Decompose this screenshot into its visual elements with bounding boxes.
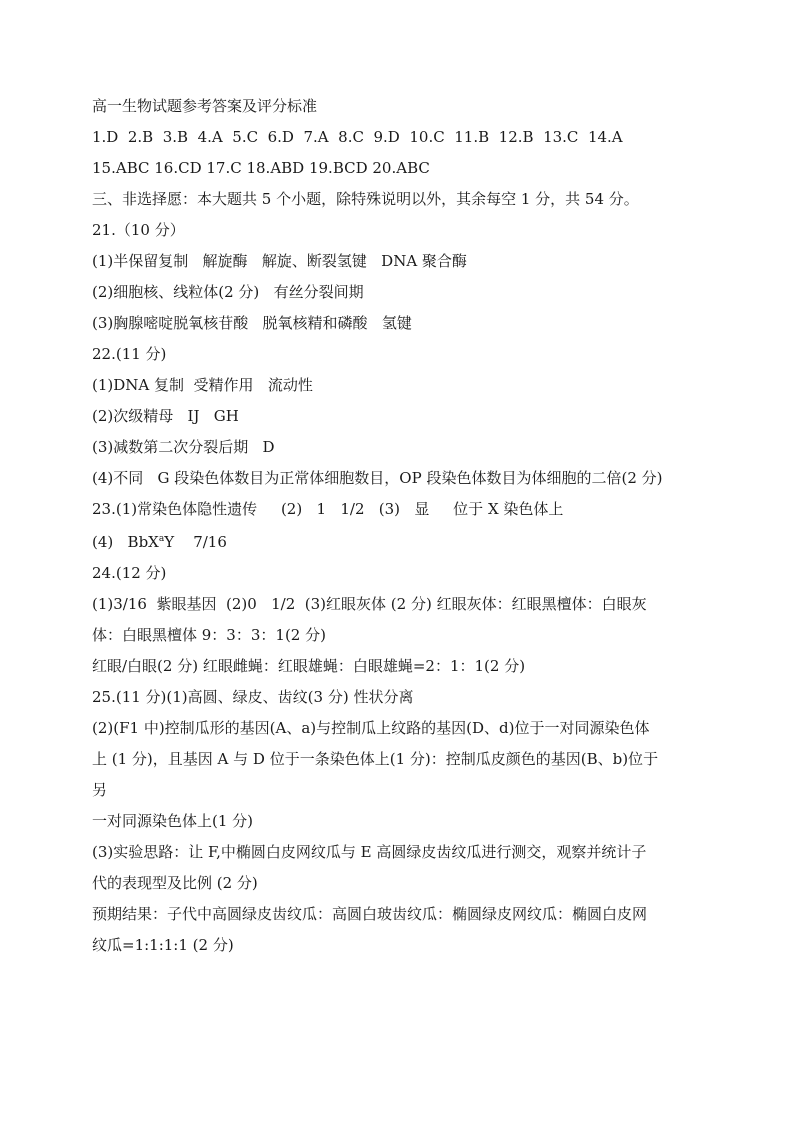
answer-line: (1)3/16 紫眼基因 (2)0 1/2 (3)红眼灰体 (2 分) 红眼灰体：红眼黑檀体：白眼灰 <box>92 595 647 613</box>
answer-line: 代的表现型及比例 (2 分) <box>92 874 258 892</box>
section-heading: 三、非选择愿：本大题共 5 个小题，除特殊说明以外，其余每空 1 分，共 54 分。 <box>92 190 639 208</box>
answer-line: (4)不同 G 段染色体数目为正常体细胞数目，OP 段染色体数目为体细胞的二倍(2 分) <box>92 469 663 487</box>
answer-line: (1)半保留复制 解旋酶 解旋、断裂氢键 DNA 聚合酶 <box>92 252 467 270</box>
answer-line: 15.ABC 16.CD 17.C 18.ABD 19.BCD 20.ABC <box>92 159 430 177</box>
question-heading: 24.(12 分) <box>92 564 167 582</box>
answer-line: (3)实验思路：让 F,中椭圆白皮网纹瓜与 E 高圆绿皮齿纹瓜进行测交，观察并统计子 <box>92 843 647 861</box>
answer-line: 红眼/白眼(2 分) 红眼雌蝇：红眼雄蝇：白眼雄蝇=2：1：1(2 分) <box>92 657 526 675</box>
page-title: 高一生物试题参考答案及评分标准 <box>92 97 318 115</box>
question-heading: 25.(11 分)(1)高圆、绿皮、齿纹(3 分) 性状分离 <box>92 688 414 706</box>
question-heading: 22.(11 分) <box>92 345 167 363</box>
genotype-prefix: (4) BbX <box>92 533 159 551</box>
answer-line: (2)次级精母 IJ GH <box>92 407 239 425</box>
genotype-suffix: Y 7/16 <box>164 533 227 551</box>
answer-line: (1)DNA 复制 受精作用 流动性 <box>92 376 313 394</box>
answer-line-genotype <box>92 532 227 552</box>
answer-line: 1.D 2.B 3.B 4.A 5.C 6.D 7.A 8.C 9.D 10.C 11.B 12.B 13.C 14.A <box>92 128 623 146</box>
answer-line: 预期结果：子代中高圆绿皮齿纹瓜：高圆白玻齿纹瓜：椭圆绿皮网纹瓜：椭圆白皮网 <box>92 905 648 923</box>
answer-line: (2)(F1 中)控制瓜形的基因(A、a)与控制瓜上纹路的基因(D、d)位于一对同源染色体 <box>92 719 650 737</box>
answer-line: 23.(1)常染色体隐性遗传 (2) 1 1/2 (3) 显 位于 X 染色体上 <box>92 500 564 518</box>
answer-line: 一对同源染色体上(1 分) <box>92 812 254 830</box>
question-heading: 21.（10 分） <box>92 221 185 239</box>
answer-line: 另 <box>92 781 108 799</box>
genotype-superscript: a <box>158 534 165 544</box>
answer-line: 体：白眼黑檀体 9：3：3：1(2 分) <box>92 626 326 644</box>
answer-line: (3)胸腺嘧啶脱氧核苷酸 脱氧核精和磷酸 氢键 <box>92 314 412 332</box>
answer-line: (3)减数第二次分裂后期 D <box>92 438 275 456</box>
answer-line: (2)细胞核、线粒体(2 分) 有丝分裂间期 <box>92 283 364 301</box>
answer-line: 上 (1 分)，且基因 A 与 D 位于一条染色体上(1 分)：控制瓜皮颜色的基因(B、b)位于 <box>92 750 659 768</box>
answer-line: 纹瓜=1:1:1:1 (2 分) <box>92 936 234 954</box>
